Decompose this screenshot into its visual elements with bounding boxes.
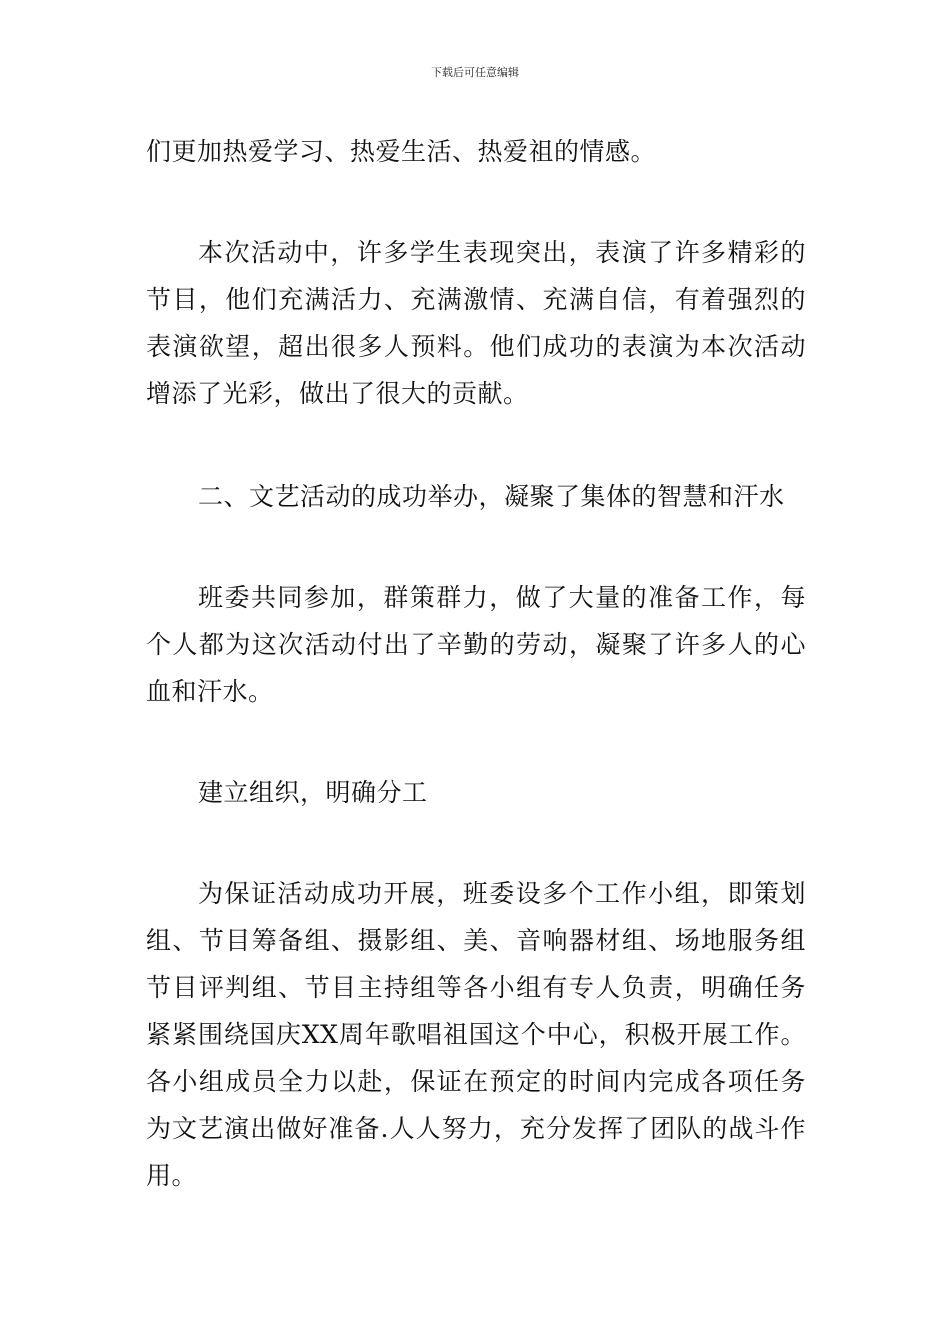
paragraph <box>146 229 806 417</box>
paragraph-line: 二、文艺活动的成功举办，凝聚了集体的智慧和汗水 <box>198 482 785 511</box>
paragraph-line: 节目，他们充满活力、充满激情、充满自信，有着强烈的 <box>146 285 806 314</box>
paragraph-line: 为保证活动成功开展，班委设多个工作小组，即策划 <box>198 879 806 908</box>
paragraph-line: 各小组成员全力以赴，保证在预定的时间内完成各项任务 <box>146 1067 806 1096</box>
paragraph-line: 用。 <box>146 1161 198 1190</box>
paragraph-line: 个人都为这次活动付出了辛勤的劳动，凝聚了许多人的心 <box>146 630 806 659</box>
paragraph-line: 节目评判组、节目主持组等各小组有专人负责，明确任务 <box>146 973 806 1002</box>
paragraph-line: 们更加热爱学习、热爱生活、热爱祖的情感。 <box>146 137 657 166</box>
paragraph-line: 本次活动中，许多学生表现突出，表演了许多精彩的 <box>198 238 806 267</box>
paragraph <box>146 870 806 1199</box>
paragraph-line: 表演欲望，超出很多人预料。他们成功的表演为本次活动 <box>146 332 806 361</box>
paragraph-line: 血和汗水。 <box>146 677 274 706</box>
paragraph-line: 增添了光彩，做出了很大的贡献。 <box>146 379 529 408</box>
document-body <box>146 128 806 1199</box>
paragraph <box>146 574 806 715</box>
paragraph-line: 组、节目筹备组、摄影组、美、音响器材组、场地服务组 <box>146 926 806 955</box>
paragraph-line: 紧紧围绕国庆XX周年歌唱祖国这个中心，积极开展工作。 <box>146 1020 806 1049</box>
subsection-heading <box>146 769 806 816</box>
paragraph-line: 班委共同参加，群策群力，做了大量的准备工作，每 <box>198 583 806 612</box>
page-header: 下载后可任意编辑 <box>431 66 519 79</box>
paragraph-line: 建立组织，明确分工 <box>198 778 428 807</box>
paragraph <box>146 128 806 175</box>
section-heading <box>146 473 806 520</box>
paragraph-line: 为文艺演出做好准备.人人努力，充分发挥了团队的战斗作 <box>146 1114 806 1143</box>
